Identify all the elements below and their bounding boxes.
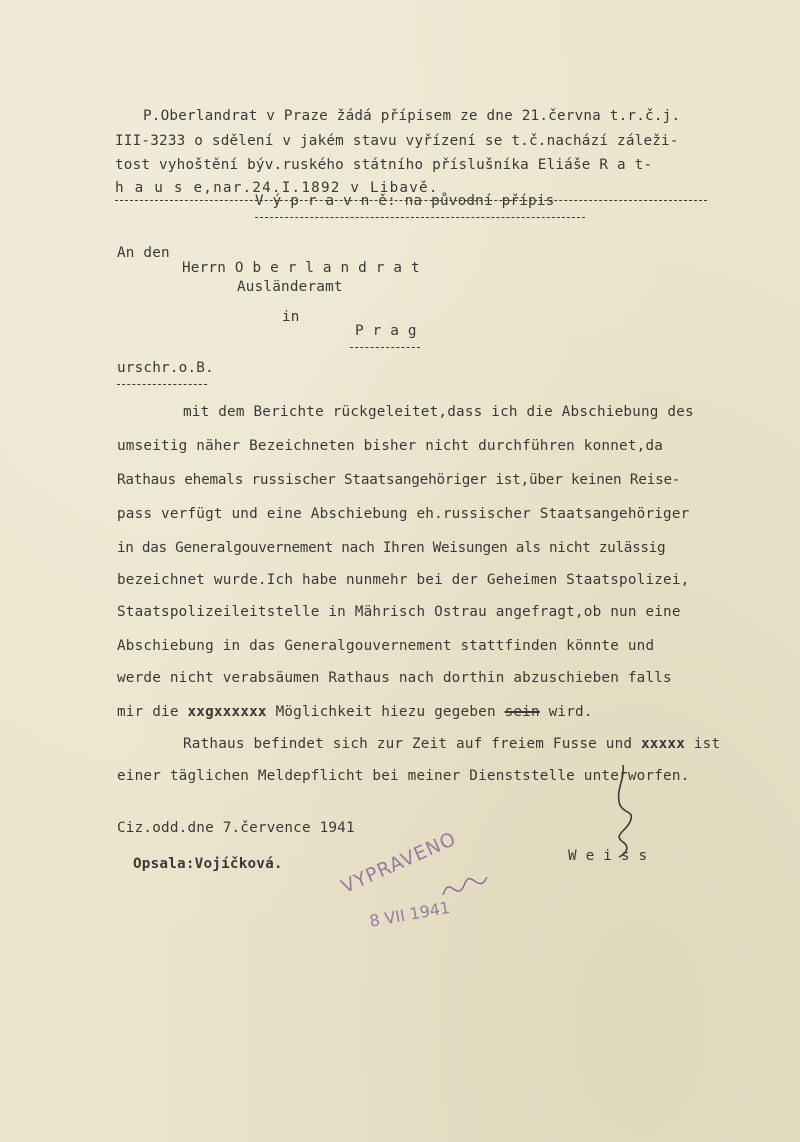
body-line: werde nicht verabsäumen Rathaus nach dorthin abzuschieben falls bbox=[117, 670, 672, 686]
body-line: pass verfügt und eine Abschiebung eh.russischer Staatsangehöriger bbox=[117, 506, 690, 522]
para2-line-1 bbox=[183, 736, 720, 752]
address-city: P r a g bbox=[355, 323, 417, 339]
place-date: Ciz.odd.dne 7.července 1941 bbox=[117, 820, 355, 836]
para2-line-1-suffix: ist bbox=[693, 736, 721, 752]
typist-line: Opsala:Vojíčková. bbox=[133, 856, 283, 872]
struck-text: sein bbox=[504, 704, 540, 720]
signature-typed: W e i s s bbox=[568, 848, 648, 864]
body-line: bezeichnet wurde.Ich habe nunmehr bei der Geheimen Staatspolizei, bbox=[117, 572, 690, 588]
header-line-3: tost vyhoštění býv.ruského státního příslušníka Eliáše R a t- bbox=[115, 157, 653, 173]
body-line: Rathaus ehemals russischer Staatsangehöriger ist,über keinen Reise- bbox=[117, 472, 681, 488]
body-last-line bbox=[117, 704, 593, 720]
urschr-rule bbox=[117, 384, 207, 385]
vypravne-line: V ý p r a v n ě: na původní přípis bbox=[255, 193, 555, 209]
city-rule bbox=[350, 347, 420, 348]
vypravne-rule bbox=[255, 217, 585, 218]
body-line: Abschiebung in das Generalgouvernement stattfinden könnte und bbox=[117, 638, 655, 654]
para2-line-1-prefix: Rathaus befindet sich zur Zeit auf freiem Fusse und bbox=[183, 736, 633, 752]
address-amt: Ausländeramt bbox=[237, 279, 343, 295]
body-last-prefix: mir die bbox=[117, 704, 179, 720]
body-line: Staatspolizeileitstelle in Mährisch Ostrau angefragt,ob nun eine bbox=[117, 604, 681, 620]
header-line-4: h a u s e,nar.24.I.1892 v Libavě. bbox=[115, 180, 439, 196]
address-in: in bbox=[282, 309, 300, 325]
body-last-suffix: wird. bbox=[548, 704, 593, 720]
struck-text: xxgxxxxxx bbox=[187, 704, 267, 720]
body-line: in das Generalgouvernement nach Ihren Weisungen als nicht zulässig bbox=[117, 540, 666, 556]
address-an-den: An den bbox=[117, 245, 170, 261]
header-line-2: III-3233 o sdělení v jakém stavu vyřízení se t.č.nachází záleži- bbox=[115, 133, 679, 149]
para2-line-2: einer täglichen Meldepflicht bei meiner Dienststelle unterworfen. bbox=[117, 768, 690, 784]
stamp-date: 8 VII 1941 bbox=[368, 897, 452, 931]
header-line-1: P.Oberlandrat v Praze žádá přípisem ze dne 21.června t.r.č.j. bbox=[143, 108, 681, 124]
handwritten-signature bbox=[595, 760, 655, 860]
body-last-middle: Möglichkeit hiezu gegeben bbox=[275, 704, 496, 720]
body-line: mit dem Berichte rückgeleitet,dass ich die Abschiebung des bbox=[183, 404, 694, 420]
stamp-word: VYPRAVENO bbox=[338, 827, 460, 899]
address-herrn: Herrn O b e r l a n d r a t bbox=[182, 260, 420, 276]
struck-text: xxxxx bbox=[641, 736, 686, 752]
urschr-line: urschr.o.B. bbox=[117, 360, 214, 376]
body-line: umseitig näher Bezeichneten bisher nicht durchführen konnet,da bbox=[117, 438, 664, 454]
stamp-initials bbox=[435, 865, 495, 915]
